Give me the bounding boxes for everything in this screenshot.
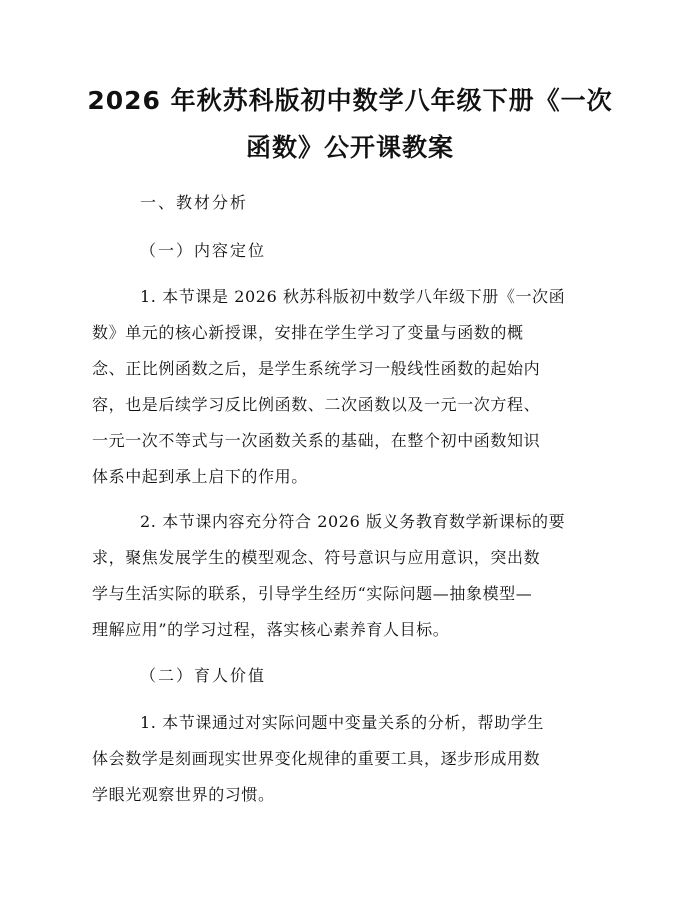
paragraph-2	[92, 504, 612, 648]
paragraph-3	[92, 705, 612, 813]
paragraph-line: 体系中起到承上启下的作用。	[92, 467, 308, 486]
section-heading-textbook-analysis: 一、教材分析	[140, 193, 249, 212]
document-title-line-1: 2026 年秋苏科版初中数学八年级下册《一次	[87, 86, 613, 115]
subsection-heading-content-positioning: （一）内容定位	[140, 241, 267, 260]
paragraph-line: 2. 本节课内容充分符合 2026 版义务教育数学新课标的要	[140, 512, 566, 531]
paragraph-line: 念、正比例函数之后，是学生系统学习一般线性函数的起始内	[92, 359, 541, 378]
paragraph-line: 容，也是后续学习反比例函数、二次函数以及一元一次方程、	[92, 395, 541, 414]
paragraph-line: 数》单元的核心新授课，安排在学生学习了变量与函数的概	[92, 323, 524, 342]
paragraph-1	[92, 279, 612, 495]
paragraph-line: 学与生活实际的联系，引导学生经历“实际问题—抽象模型—	[92, 584, 533, 603]
paragraph-line: 学眼光观察世界的习惯。	[92, 785, 275, 804]
paragraph-line: 求，聚焦发展学生的模型观念、符号意识与应用意识，突出数	[92, 548, 541, 567]
paragraph-line: 理解应用”的学习过程，落实核心素养育人目标。	[92, 620, 450, 639]
paragraph-line: 1. 本节课是 2026 秋苏科版初中数学八年级下册《一次函	[140, 287, 566, 306]
paragraph-line: 一元一次不等式与一次函数关系的基础，在整个初中函数知识	[92, 431, 541, 450]
paragraph-line: 体会数学是刻画现实世界变化规律的重要工具，逐步形成用数	[92, 749, 541, 768]
paragraph-line: 1. 本节课通过对实际问题中变量关系的分析，帮助学生	[140, 713, 544, 732]
subsection-heading-educational-value: （二）育人价值	[140, 666, 267, 685]
document-title-line-2: 函数》公开课教案	[245, 133, 454, 162]
